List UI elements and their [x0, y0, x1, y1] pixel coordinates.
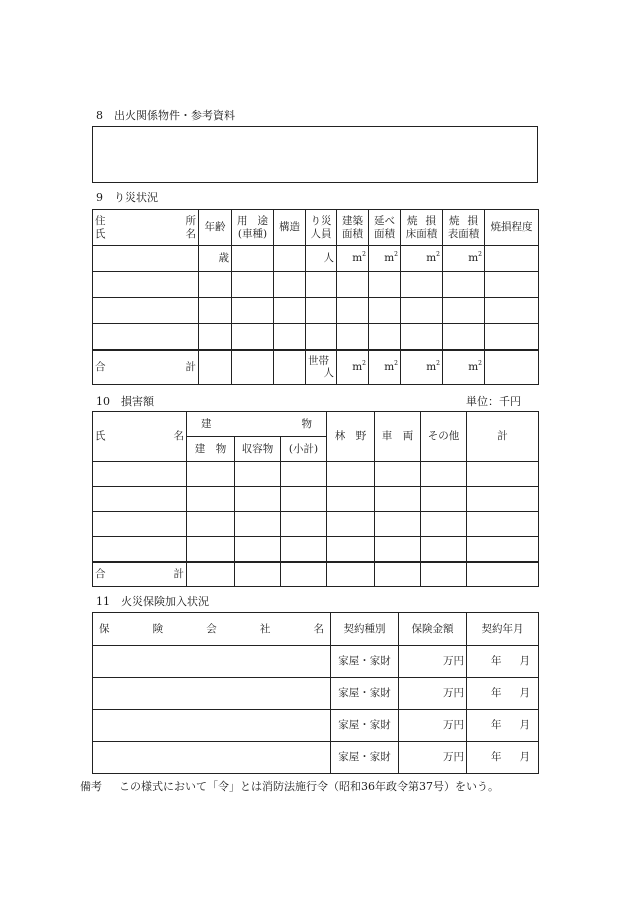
total-header: 計 [467, 412, 539, 462]
subtotal-sub-header: (小計) [281, 437, 327, 462]
household-unit: 世帯 人 [306, 350, 337, 385]
company-cell[interactable] [93, 742, 331, 774]
company-cell[interactable] [93, 678, 331, 710]
table-row [93, 272, 539, 298]
unit-label: 単位：千円 [466, 395, 521, 408]
table-row [93, 710, 539, 742]
burned-floor-area-header: 焼 損 床面積 [401, 210, 443, 246]
building-sub-header: 建 物 [187, 437, 235, 462]
forest-header: 林 野 [327, 412, 375, 462]
contract-type-cell: 家屋・家財 [331, 678, 399, 710]
burn-degree-header: 焼損程度 [485, 210, 539, 246]
section-8-box[interactable] [92, 126, 538, 183]
table-row [93, 678, 539, 710]
total-label: 合 計 [93, 562, 187, 587]
note [80, 778, 499, 794]
victims-header: り災 人員 [306, 210, 337, 246]
area-unit: $m^2$ [443, 350, 485, 385]
contract-type-header: 契約種別 [331, 613, 399, 646]
damage-status-table [92, 209, 539, 385]
table-row [93, 537, 539, 562]
company-cell[interactable] [93, 710, 331, 742]
contract-date-header: 契約年月 [467, 613, 539, 646]
section-8-title: 8 出火関係物件・参考資料 [96, 109, 235, 122]
amount-cell: 万円 [399, 646, 467, 678]
amount-cell: 万円 [399, 742, 467, 774]
contract-type-cell: 家屋・家財 [331, 710, 399, 742]
contract-type-cell: 家屋・家財 [331, 646, 399, 678]
note-label: 備考 [80, 780, 102, 793]
company-cell[interactable] [93, 646, 331, 678]
use-header: 用 途 (車種) [232, 210, 274, 246]
date-cell: 年 月 [467, 710, 539, 742]
table-row [93, 742, 539, 774]
contents-sub-header: 収容物 [235, 437, 281, 462]
table-row [93, 487, 539, 512]
area-unit: $m^2$ [443, 246, 485, 272]
address-name-header: 住 所 氏 名 [93, 210, 199, 246]
note-text: この様式において「令」とは消防法施行令（昭和36年政令第37号）をいう。 [119, 780, 499, 793]
building-header: 建 物 [187, 412, 327, 437]
vehicle-header: 車 両 [375, 412, 421, 462]
age-unit: 歳 [199, 246, 232, 272]
area-unit: $m^2$ [337, 246, 369, 272]
other-header: その他 [421, 412, 467, 462]
table-row [93, 324, 539, 350]
cell[interactable] [232, 246, 274, 272]
burned-surface-area-header: 焼 損 表面積 [443, 210, 485, 246]
date-cell: 年 月 [467, 742, 539, 774]
section-10-title: 10 損害額 [96, 395, 154, 408]
date-cell: 年 月 [467, 678, 539, 710]
name-header: 氏 名 [93, 412, 187, 462]
total-row [93, 350, 539, 385]
structure-header: 構造 [274, 210, 306, 246]
table-row [93, 512, 539, 537]
table-row [93, 462, 539, 487]
company-name-header: 保 険 会 社 名 [93, 613, 331, 646]
section-9-title: 9 り災状況 [96, 191, 158, 204]
contract-type-cell: 家屋・家財 [331, 742, 399, 774]
area-unit: $m^2$ [401, 246, 443, 272]
total-row [93, 562, 539, 587]
fire-insurance-table [92, 612, 539, 774]
date-cell: 年 月 [467, 646, 539, 678]
section-11-title: 11 火災保険加入状況 [96, 595, 209, 608]
age-header: 年齢 [199, 210, 232, 246]
damage-amount-table [92, 411, 539, 587]
cell[interactable] [485, 246, 539, 272]
amount-cell: 万円 [399, 678, 467, 710]
area-unit: $m^2$ [337, 350, 369, 385]
area-unit: $m^2$ [369, 350, 401, 385]
area-unit: $m^2$ [369, 246, 401, 272]
cell[interactable] [93, 246, 199, 272]
table-row [93, 298, 539, 324]
total-floor-area-header: 延べ 面積 [369, 210, 401, 246]
victims-unit: 人 [306, 246, 337, 272]
total-label: 合 計 [93, 350, 199, 385]
amount-cell: 万円 [399, 710, 467, 742]
insured-amount-header: 保険金額 [399, 613, 467, 646]
table-row [93, 246, 539, 272]
cell[interactable] [274, 246, 306, 272]
table-row [93, 646, 539, 678]
area-unit: $m^2$ [401, 350, 443, 385]
building-area-header: 建築 面積 [337, 210, 369, 246]
